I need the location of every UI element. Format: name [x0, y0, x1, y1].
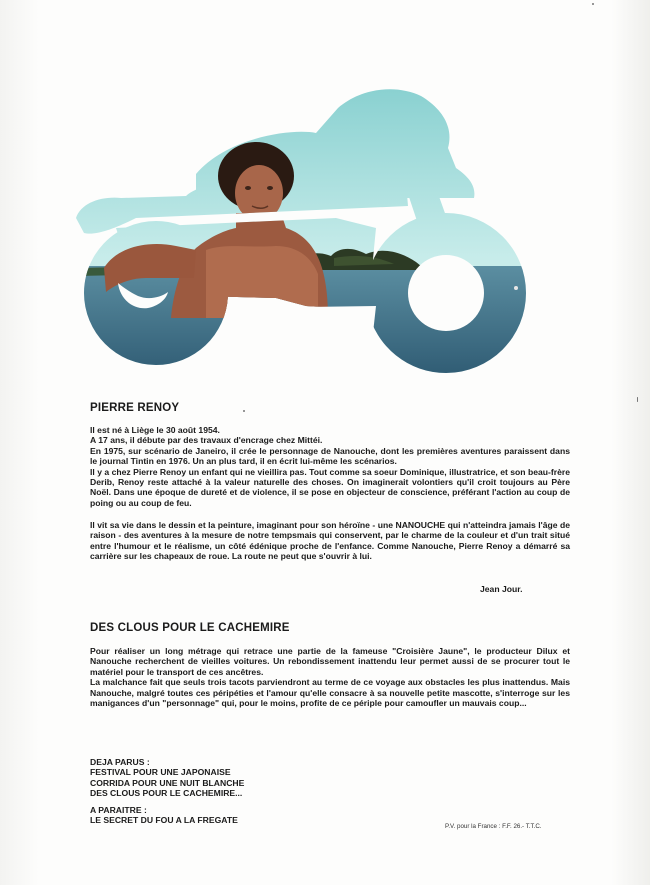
book-heading: DES CLOUS POUR LE CACHEMIRE: [90, 622, 290, 634]
author-signature: Jean Jour.: [480, 584, 523, 594]
upcoming-list: [90, 805, 238, 826]
author-bio: [90, 425, 570, 508]
author-bio-2: [90, 520, 570, 562]
upcoming-title: LE SECRET DU FOU A LA FREGATE: [90, 815, 238, 826]
already-published-list: [90, 757, 244, 799]
motorcycle-photo-svg: [76, 78, 554, 378]
author-bio-paragraph-1: Il est né à Liège le 30 août 1954. A 17 ans, il débute par des travaux d'encrage chez Mittéi. En 1975, sur scénario de Janeiro, il crée le personnage de Nanouche, dont les premières aventures paraissent dans le journal Tintin en 1976. Un an plus tard, il en écrit lui-même les scénarios. Il y a chez Pierre Renoy un enfant qui ne vieillira pas. Tout comme sa soeur Dominique, illustratrice, et son beau-frère Derib, Renoy reste attaché à la valeur naturelle des choses. On imaginerait volontiers qu'il croit toujours au Père Noël. Dans une époque de dureté et de violence, il se pose en objecteur de conscience, préférant l'action au coup de poing ou au coup de feu.: [90, 425, 570, 508]
print-speck: [243, 410, 245, 412]
book-synopsis: [90, 646, 570, 708]
author-heading: PIERRE RENOY: [90, 402, 180, 414]
author-section: [90, 402, 570, 414]
print-speck: [592, 3, 594, 5]
book-synopsis-paragraph: Pour réaliser un long métrage qui retrace une partie de la fameuse "Croisière Jaune", le producteur Dilux et Nanouche recherchent de vieilles voitures. Un rebondissement inattendu leur permet aussi de se procurer tout le matériel pour le transport de ces ancêtres. La malchance fait que seuls trois tacots parviendront au terme de ce voyage aux obstacles les plus inattendus. Mais Nanouche, malgré toutes ces péripéties et l'amour qu'elle consacre à sa nouvelle petite mascotte, s'interroge sur les manigances d'un "personnage" qui, pour le moins, profite de ce périple pour camoufler un mauvais coup...: [90, 646, 570, 709]
published-title: DES CLOUS POUR LE CACHEMIRE...: [90, 788, 243, 799]
motorcycle-silhouette-photo: [76, 78, 554, 378]
book-section: [90, 622, 570, 634]
author-bio-paragraph-2: Il vit sa vie dans le dessin et la peinture, imaginant pour son héroïne - une NANOUCHE qui n'atteindra jamais l'âge de raison - des aventures à la mesure de notre tempsmais qui conservent, par le charme de la couleur et d'un trait situé entre l'humour et le réalisme, un côté édénique proche de l'enfance. Comme Nanouche, Pierre Renoy a démarré sa carrière sur les chapeaux de roue. La route ne peut que s'ouvrir à lui.: [90, 520, 570, 562]
published-title: CORRIDA POUR UNE NUIT BLANCHE: [90, 777, 245, 788]
upcoming-label: A PARAITRE :: [90, 805, 147, 815]
print-speck: [637, 397, 638, 402]
price-note: P.V. pour la France : F.F. 26.- T.T.C.: [445, 823, 542, 830]
already-published-label: DEJA PARUS :: [90, 757, 150, 767]
published-title: FESTIVAL POUR UNE JAPONAISE: [90, 767, 231, 778]
